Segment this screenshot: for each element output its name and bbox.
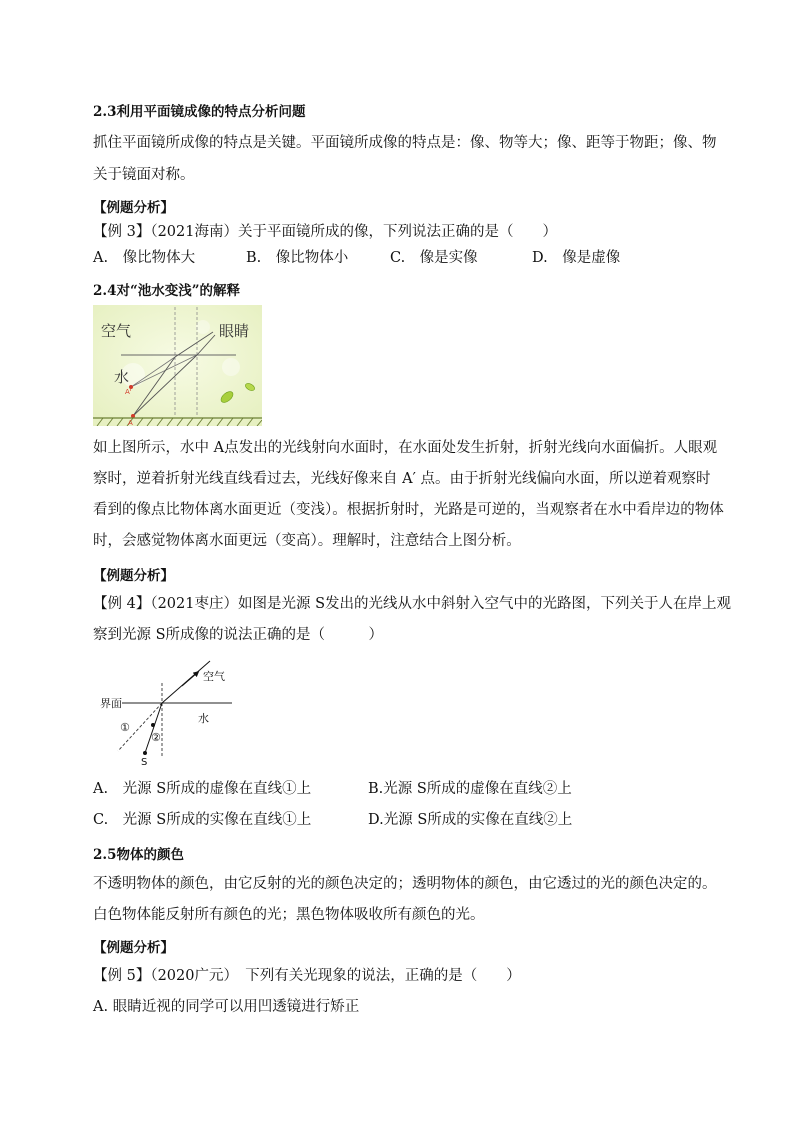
example-analysis-label: 【例题分析】 — [93, 568, 174, 584]
arrow-on-ray — [182, 673, 197, 686]
incident-ray-line-2 — [145, 703, 162, 753]
q3-option-b: B. 像比物体小 — [246, 250, 349, 266]
paragraph-line: 如上图所示，水中 A点发出的光线射向水面时，在水面处发生折射，折射光线向水面偏折。人眼观 — [93, 440, 718, 456]
section-2-4-heading: 2.4对“池水变浅”的解释 — [93, 283, 241, 299]
q4-option-d: D.光源 S所成的实像在直线②上 — [368, 812, 573, 828]
paragraph-line: 时，会感觉物体离水面更远（变高）。理解时，注意结合上图分析。 — [93, 533, 521, 549]
point-a — [131, 414, 135, 418]
refraction-diagram — [100, 655, 240, 765]
q4-option-a: A. 光源 S所成的虚像在直线①上 — [93, 781, 312, 797]
question-4: 察到光源 S所成像的说法正确的是（ ） — [93, 627, 384, 643]
section-2-5-heading: 2.5物体的颜色 — [93, 847, 184, 863]
paragraph-line: 白色物体能反射所有颜色的光；黑色物体吸收所有颜色的光。 — [93, 907, 485, 923]
label-line-2: ② — [151, 731, 161, 744]
label-water: 水 — [198, 712, 209, 725]
q5-option-a: A. 眼睛近视的同学可以用凹透镜进行矫正 — [93, 999, 360, 1015]
label-air: 空气 — [203, 670, 225, 683]
example-analysis-label: 【例题分析】 — [93, 940, 174, 956]
q4-option-b: B.光源 S所成的虚像在直线②上 — [368, 781, 572, 797]
label-water: 水 — [114, 368, 130, 386]
label-eye: 眼睛 — [219, 322, 250, 340]
source-point-s — [143, 751, 147, 755]
paragraph-line: 察时，逆着折射光线直线看过去，光线好像来自 A′ 点。由于折射光线偏向水面，所以逆着观察时 — [93, 471, 711, 487]
image-point — [151, 723, 155, 727]
paragraph-line: 看到的像点比物体离水面更近（变浅）。根据折射时，光路是可逆的，当观察者在水中看岸边的物体 — [93, 502, 724, 518]
section-2-3-heading: 2.3利用平面镜成像的特点分析问题 — [93, 104, 306, 120]
label-a-prime: A' — [125, 388, 132, 396]
label-interface: 界面 — [100, 697, 122, 710]
paragraph-line: 不透明物体的颜色，由它反射的光的颜色决定的；透明物体的颜色，由它透过的光的颜色决定的。 — [93, 876, 717, 892]
q3-option-a: A. 像比物体大 — [93, 250, 196, 266]
label-line-1: ① — [120, 721, 130, 734]
question-5: 【例 5】（2020广元） 下列有关光现象的说法，正确的是（ ） — [93, 968, 521, 984]
paragraph-line: 关于镜面对称。 — [93, 167, 195, 183]
q3-option-d: D. 像是虚像 — [532, 250, 621, 266]
label-s: S — [141, 757, 148, 765]
q3-option-c: C. 像是实像 — [390, 250, 478, 266]
bokeh-dot — [196, 320, 210, 334]
example-analysis-label: 【例题分析】 — [93, 200, 174, 216]
bokeh-dot — [222, 358, 240, 376]
question-3: 【例 3】（2021海南）关于平面镜所成的像，下列说法正确的是（ ） — [93, 224, 557, 240]
label-a: A — [128, 419, 133, 426]
pool-depth-figure — [93, 305, 262, 426]
label-air: 空气 — [101, 322, 132, 340]
paragraph-line: 抓住平面镜所成像的特点是关键。平面镜所成像的特点是：像、物等大；像、距等于物距；像、物 — [93, 135, 717, 151]
question-4: 【例 4】（2021枣庄）如图是光源 S发出的光线从水中斜射入空气中的光路图，下列关于人在岸上观 — [93, 596, 732, 612]
q4-option-c: C. 光源 S所成的实像在直线①上 — [93, 812, 312, 828]
